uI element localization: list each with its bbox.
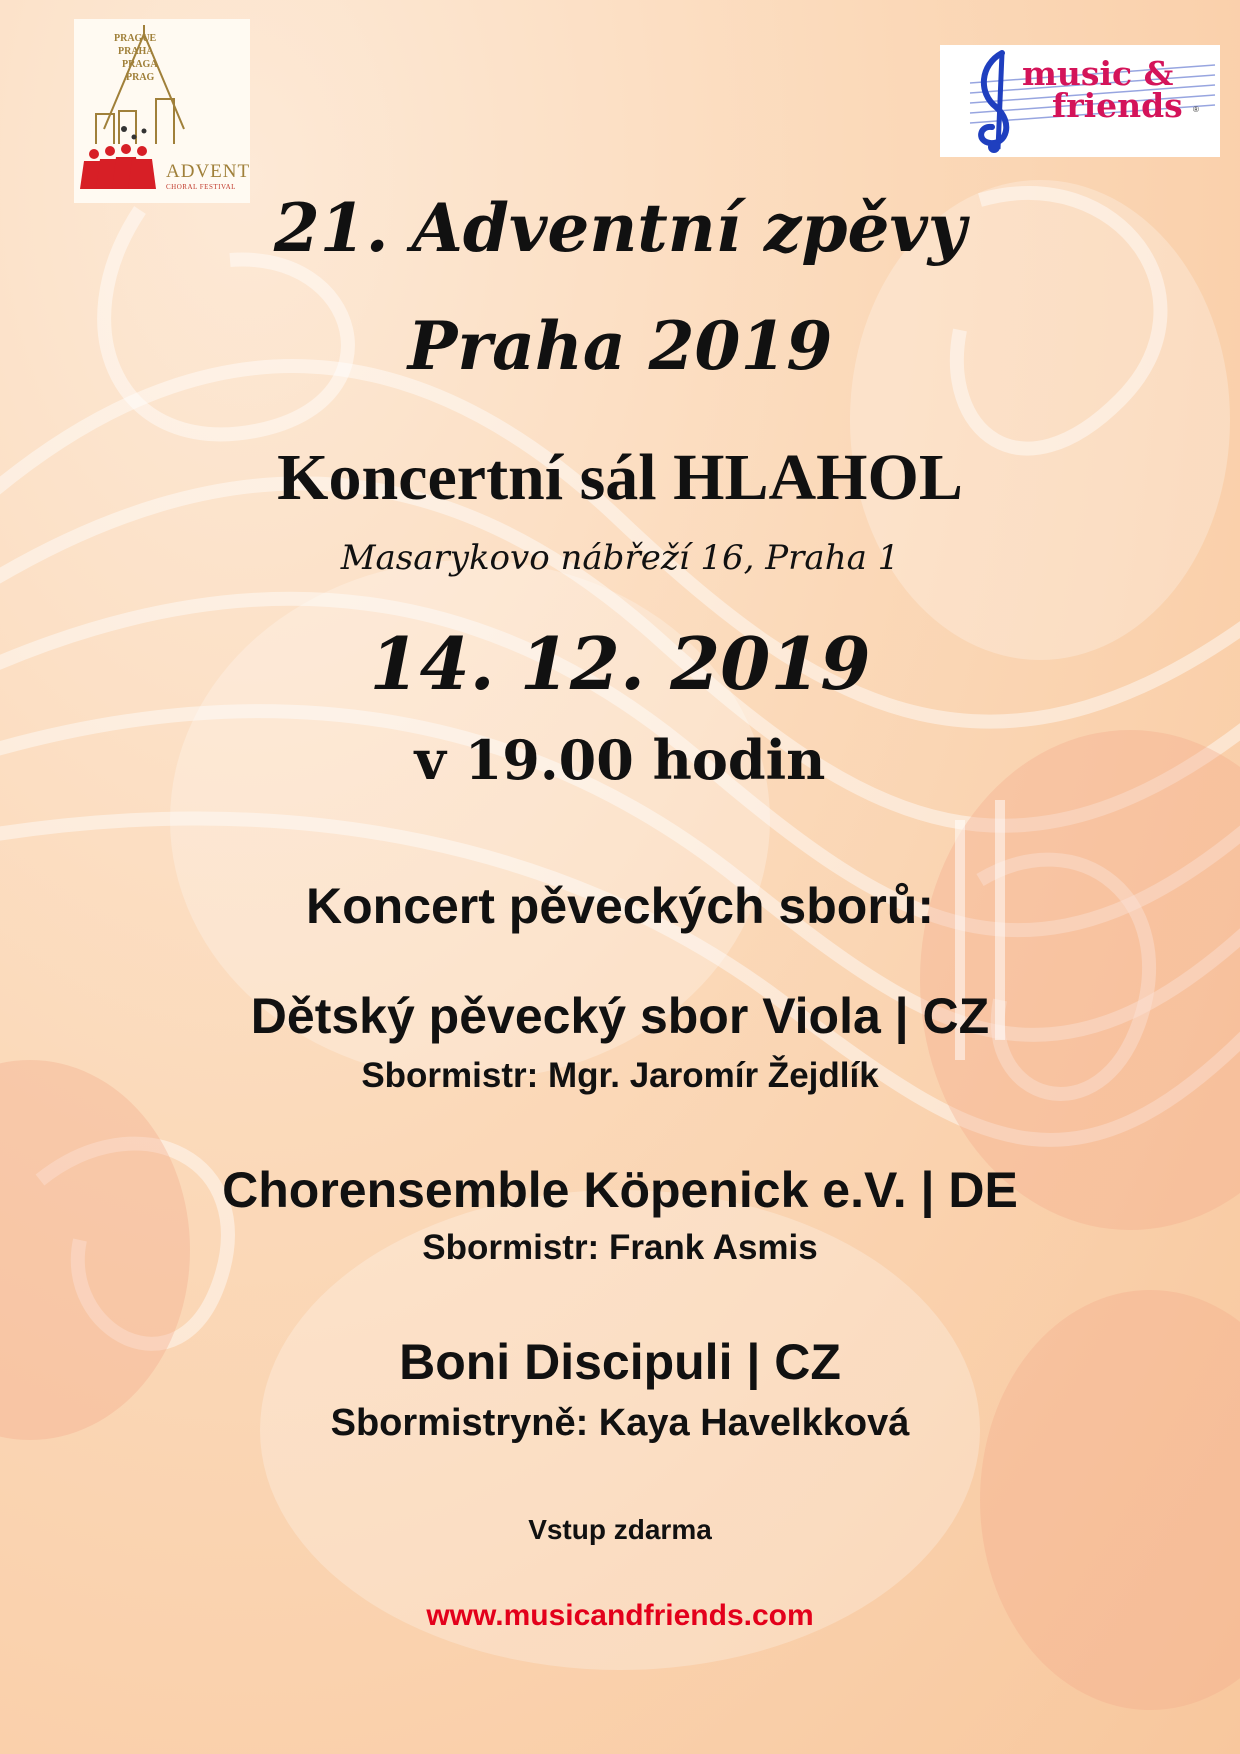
logo-advent-word: ADVENT bbox=[166, 161, 251, 182]
choir-name: Dětský pěvecký sbor Viola | CZ bbox=[250, 988, 990, 1044]
logo-advent-subtitle: CHORAL FESTIVAL bbox=[166, 183, 236, 191]
event-date: 14. 12. 2019 bbox=[369, 621, 871, 706]
venue-name: Koncertní sál HLAHOL bbox=[277, 441, 963, 514]
choir-conductor: Sbormistryně: Kaya Havelkková bbox=[330, 1402, 910, 1444]
logo-city-name: PRAGA bbox=[122, 59, 158, 70]
treble-clef-icon bbox=[981, 53, 1006, 153]
choir-name: Boni Discipuli | CZ bbox=[399, 1334, 841, 1390]
admission-note: Vstup zdarma bbox=[528, 1514, 712, 1545]
website-link[interactable]: www.musicandfriends.com bbox=[426, 1599, 814, 1632]
choir-name: Chorensemble Köpenick e.V. | DE bbox=[222, 1162, 1018, 1218]
program-heading: Koncert pěveckých sborů: bbox=[306, 878, 934, 934]
event-time: v 19.00 hodin bbox=[414, 728, 826, 792]
event-title-line2: Praha 2019 bbox=[407, 307, 833, 385]
logo-city-name: PRAGUE bbox=[114, 33, 157, 44]
choir-conductor: Sbormistr: Mgr. Jaromír Žejdlík bbox=[361, 1056, 879, 1095]
logo-music-word: music & bbox=[1022, 54, 1174, 93]
registered-mark: ® bbox=[1193, 105, 1199, 114]
venue-address: Masarykovo nábřeží 16, Praha 1 bbox=[340, 538, 900, 578]
choir-conductor: Sbormistr: Frank Asmis bbox=[422, 1228, 818, 1267]
advent-festival-logo bbox=[74, 19, 250, 203]
event-title-line1: 21. Adventní zpěvy bbox=[273, 189, 967, 267]
logo-friends-word: friends bbox=[1052, 86, 1183, 125]
logo-city-name: PRAG bbox=[126, 72, 155, 83]
music-and-friends-logo bbox=[940, 45, 1220, 157]
logo-city-name: PRAHA bbox=[118, 46, 154, 57]
